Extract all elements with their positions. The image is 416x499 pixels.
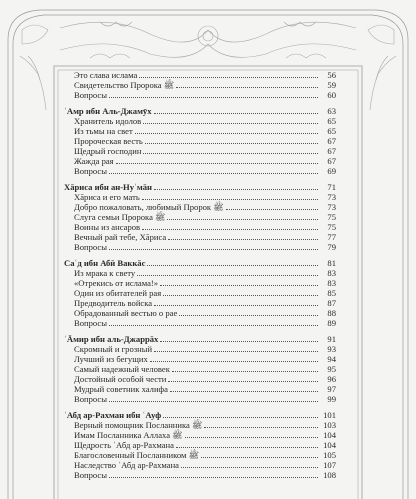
toc-entry-title: Саʿд ибн Абӣ Ваккāс <box>64 258 146 268</box>
toc-page-number: 63 <box>327 106 336 116</box>
toc-entry <box>64 242 336 252</box>
toc-entry-title: Добро пожаловать, любимый Пророк ﷺ <box>74 202 224 212</box>
dot-leader <box>201 456 318 458</box>
toc-section-heading <box>64 182 336 192</box>
toc-page-number: 69 <box>327 166 336 176</box>
toc-entry-title: Вопросы <box>74 394 108 404</box>
toc-entry-title: Самый надежный человек <box>74 364 170 374</box>
toc-page-number: 96 <box>327 374 336 384</box>
toc-page-number: 67 <box>327 156 336 166</box>
dot-leader <box>142 198 318 200</box>
toc-entry <box>64 288 336 298</box>
toc-section-heading <box>64 258 336 268</box>
toc-entry <box>64 420 336 430</box>
toc-page-number: 75 <box>327 212 336 222</box>
table-of-contents <box>64 70 336 480</box>
toc-entry-title: ʿĀмир ибн аль-Джаррāх <box>64 334 159 344</box>
toc-page-number: 99 <box>327 394 336 404</box>
toc-entry-title: Пророческая весть <box>74 136 143 146</box>
dot-leader <box>109 96 318 98</box>
toc-entry-title: ʿАмр ибн Аль-Джамӯх <box>64 106 152 116</box>
dot-leader <box>154 112 318 114</box>
toc-page-number: 56 <box>327 70 336 80</box>
dot-leader <box>167 218 318 220</box>
toc-entry <box>64 374 336 384</box>
toc-page-number: 107 <box>323 460 336 470</box>
toc-page-number: 89 <box>327 318 336 328</box>
toc-entry-title: Мудрый советник халифа <box>74 384 168 394</box>
dot-leader <box>154 188 318 190</box>
dot-leader <box>163 294 318 296</box>
toc-entry <box>64 384 336 394</box>
dot-leader <box>145 142 318 144</box>
dot-leader <box>143 122 318 124</box>
toc-page-number: 65 <box>327 116 336 126</box>
toc-entry <box>64 470 336 480</box>
toc-entry <box>64 268 336 278</box>
toc-entry <box>64 70 336 80</box>
toc-entry-title: Один из обитателей рая <box>74 288 162 298</box>
toc-entry-title: Верный помощник Посланника ﷺ <box>74 420 203 430</box>
toc-entry <box>64 156 336 166</box>
toc-page-number: 67 <box>327 136 336 146</box>
toc-page-number: 97 <box>327 384 336 394</box>
dot-leader <box>109 248 318 250</box>
toc-entry-title: Жажда рая <box>74 156 114 166</box>
dot-leader <box>170 390 318 392</box>
toc-entry <box>64 80 336 90</box>
toc-entry <box>64 222 336 232</box>
toc-entry-title: Из мрака к свету <box>74 268 136 278</box>
toc-entry <box>64 166 336 176</box>
toc-entry <box>64 344 336 354</box>
dot-leader <box>109 324 318 326</box>
toc-entry-title: Имам Посланника Аллаха ﷺ <box>74 430 183 440</box>
toc-page-number: 85 <box>327 288 336 298</box>
toc-page-number: 101 <box>323 410 336 420</box>
toc-section-heading <box>64 106 336 116</box>
toc-entry-title: Щедрый господин <box>74 146 142 156</box>
toc-entry-title: Предводитель войска <box>74 298 153 308</box>
toc-entry <box>64 212 336 222</box>
toc-section-heading <box>64 410 336 420</box>
toc-entry <box>64 232 336 242</box>
toc-entry-title: Хранитель идолов <box>74 116 142 126</box>
toc-entry-title: ʿАбд ар-Рахман ибн ʿАуф <box>64 410 162 420</box>
toc-page-number: 60 <box>327 90 336 100</box>
dot-leader <box>135 132 318 134</box>
toc-page-number: 108 <box>323 470 336 480</box>
toc-page-number: 95 <box>327 364 336 374</box>
dot-leader <box>176 446 318 448</box>
toc-page-number: 83 <box>327 278 336 288</box>
toc-section-heading <box>64 334 336 344</box>
toc-entry-title: Лучший из бегущих <box>74 354 148 364</box>
dot-leader <box>185 436 318 438</box>
dot-leader <box>154 304 318 306</box>
dot-leader <box>181 466 318 468</box>
dot-leader <box>150 360 318 362</box>
toc-entry-title: Вопросы <box>74 90 108 100</box>
toc-entry <box>64 354 336 364</box>
toc-page-number: 88 <box>327 308 336 318</box>
toc-entry <box>64 440 336 450</box>
toc-page-number: 79 <box>327 242 336 252</box>
dot-leader <box>226 208 318 210</box>
toc-entry-title: Свидетельство Пророка ﷺ <box>74 80 175 90</box>
toc-page-number: 93 <box>327 344 336 354</box>
dot-leader <box>168 380 318 382</box>
dot-leader <box>204 426 318 428</box>
toc-page-number: 83 <box>327 268 336 278</box>
dot-leader <box>109 172 318 174</box>
dot-leader <box>154 350 318 352</box>
dot-leader <box>163 416 318 418</box>
dot-leader <box>168 238 318 240</box>
dot-leader <box>160 284 318 286</box>
dot-leader <box>137 274 318 276</box>
toc-entry-title: Слуга семьи Пророка ﷺ <box>74 212 166 222</box>
dot-leader <box>109 476 318 478</box>
toc-entry <box>64 318 336 328</box>
toc-entry-title: Вопросы <box>74 318 108 328</box>
dot-leader <box>160 340 318 342</box>
dot-leader <box>176 86 318 88</box>
dot-leader <box>179 314 318 316</box>
toc-entry <box>64 298 336 308</box>
toc-entry-title: Обрадованный вестью о рае <box>74 308 178 318</box>
toc-entry <box>64 430 336 440</box>
toc-entry-title: Благословенный Посланником ﷺ <box>74 450 199 460</box>
dot-leader <box>142 228 318 230</box>
toc-entry-title: Вопросы <box>74 166 108 176</box>
dot-leader <box>143 152 318 154</box>
toc-page-number: 81 <box>327 258 336 268</box>
dot-leader <box>172 370 318 372</box>
toc-page-number: 75 <box>327 222 336 232</box>
toc-entry <box>64 146 336 156</box>
toc-entry <box>64 126 336 136</box>
toc-page-number: 77 <box>327 232 336 242</box>
toc-entry-title: Скромный и грозный <box>74 344 153 354</box>
toc-entry-title: Хāриса ибн ан-Нуʿмāн <box>64 182 153 192</box>
toc-entry <box>64 364 336 374</box>
dot-leader <box>116 162 318 164</box>
toc-page-number: 105 <box>323 450 336 460</box>
toc-entry-title: «Отрекись от ислама!» <box>74 278 159 288</box>
toc-entry-title: Это слава ислама <box>74 70 138 80</box>
toc-page-number: 91 <box>327 334 336 344</box>
toc-entry <box>64 308 336 318</box>
toc-page-number: 71 <box>327 182 336 192</box>
toc-page-number: 73 <box>327 202 336 212</box>
toc-entry <box>64 202 336 212</box>
toc-entry <box>64 90 336 100</box>
toc-entry <box>64 450 336 460</box>
toc-entry-title: Достойный особой чести <box>74 374 167 384</box>
toc-entry <box>64 460 336 470</box>
toc-entry <box>64 394 336 404</box>
toc-page-number: 73 <box>327 192 336 202</box>
toc-entry <box>64 278 336 288</box>
toc-entry-title: Вопросы <box>74 470 108 480</box>
dot-leader <box>139 76 318 78</box>
toc-entry-title: Вечный рай тебе, Хāриса <box>74 232 167 242</box>
toc-page-number: 104 <box>323 440 336 450</box>
toc-page-number: 67 <box>327 146 336 156</box>
toc-page-number: 94 <box>327 354 336 364</box>
dot-leader <box>109 400 318 402</box>
toc-entry-title: Хāриса и его мать <box>74 192 140 202</box>
toc-page-number: 104 <box>323 430 336 440</box>
toc-entry <box>64 136 336 146</box>
toc-entry-title: Вопросы <box>74 242 108 252</box>
toc-entry-title: Щедрость ʿАбд ар-Рахмана <box>74 440 174 450</box>
toc-entry-title: Воины из ансаров <box>74 222 141 232</box>
toc-page-number: 59 <box>327 80 336 90</box>
toc-page-number: 65 <box>327 126 336 136</box>
toc-entry <box>64 116 336 126</box>
toc-entry-title: Наследство ʿАбд ар-Рахмана <box>74 460 179 470</box>
toc-entry <box>64 192 336 202</box>
toc-page-number: 87 <box>327 298 336 308</box>
toc-page-number: 103 <box>323 420 336 430</box>
dot-leader <box>147 264 318 266</box>
toc-entry-title: Из тьмы на свет <box>74 126 133 136</box>
